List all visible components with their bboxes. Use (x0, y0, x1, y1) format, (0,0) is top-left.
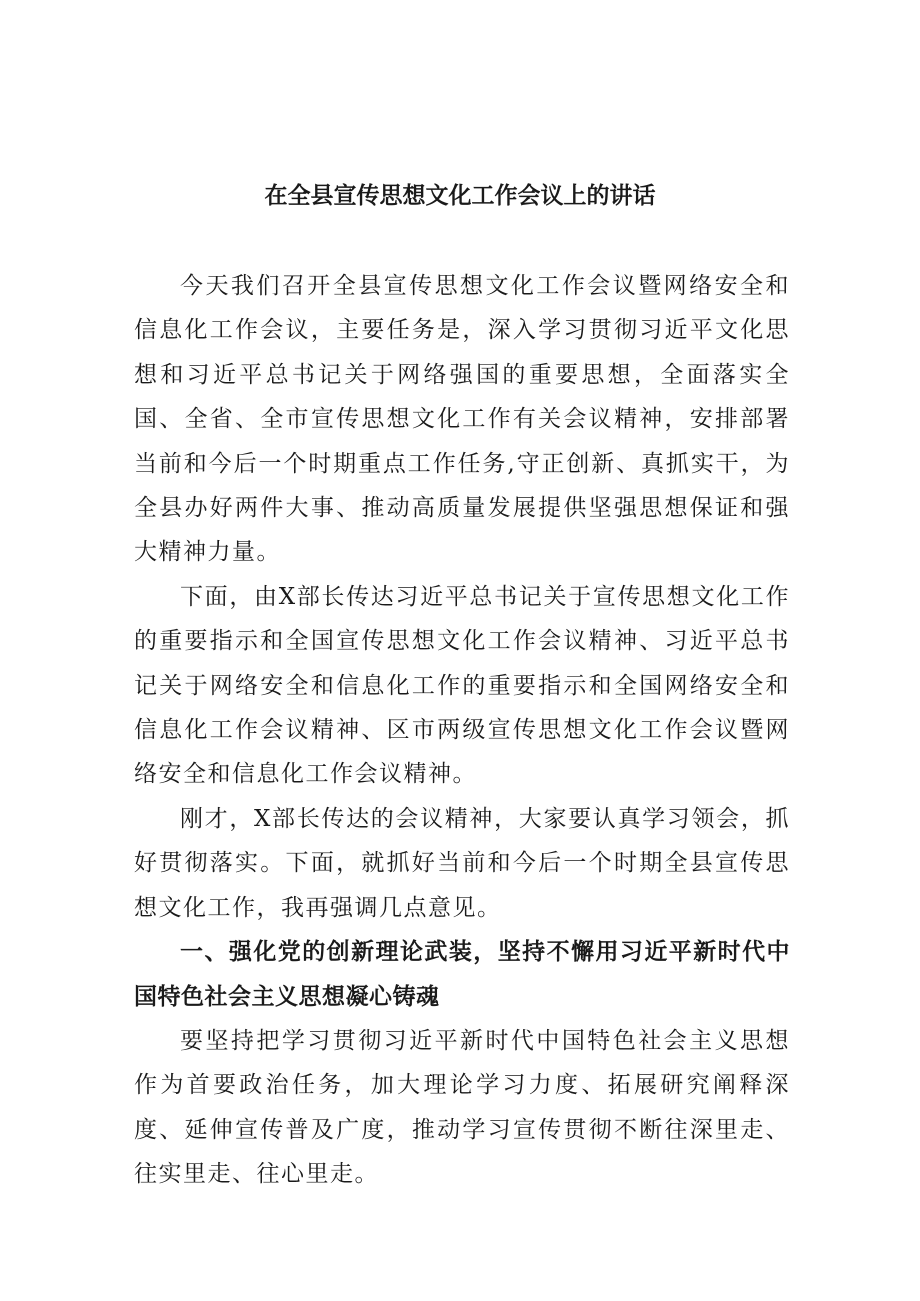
section-heading-1: 一、强化党的创新理论武装，坚持不懈用习近平新时代中国特色社会主义思想凝心铸魂 (134, 939, 790, 1010)
document-body (134, 264, 790, 1197)
paragraph-emphasis: 刚才，X部长传达的会议精神，大家要认真学习领会，抓好贯彻落实。下面，就抓好当前和今后一个时期全县宣传思想文化工作，我再强调几点意见。 (134, 805, 790, 921)
paragraph-relay: 下面，由X部长传达习近平总书记关于宣传思想文化工作的重要指示和全国宣传思想文化工作会议精神、习近平总书记关于网络安全和信息化工作的重要指示和全国网络安全和信息化工作会议精神、区市两级宣传思想文化工作会议暨网络安全和信息化工作会议精神。 (134, 583, 790, 788)
paragraph-section-1: 要坚持把学习贯彻习近平新时代中国特色社会主义思想作为首要政治任务，加大理论学习力度、拓展研究阐释深度、延伸宣传普及广度，推动学习宣传贯彻不断往深里走、往实里走、往心里走。 (134, 1027, 790, 1188)
document-title: 在全县宣传思想文化工作会议上的讲话 (264, 183, 656, 209)
paragraph-intro: 今天我们召开全县宣传思想文化工作会议暨网络安全和信息化工作会议，主要任务是，深入学习贯彻习近平文化思想和习近平总书记关于网络强国的重要思想，全面落实全国、全省、全市宣传思想文化工作有关会议精神，安排部署当前和今后一个时期重点工作任务,守正创新、真抓实干，为全县办好两件大事、推动高质量发展提供坚强思想保证和强大精神力量。 (134, 273, 790, 566)
